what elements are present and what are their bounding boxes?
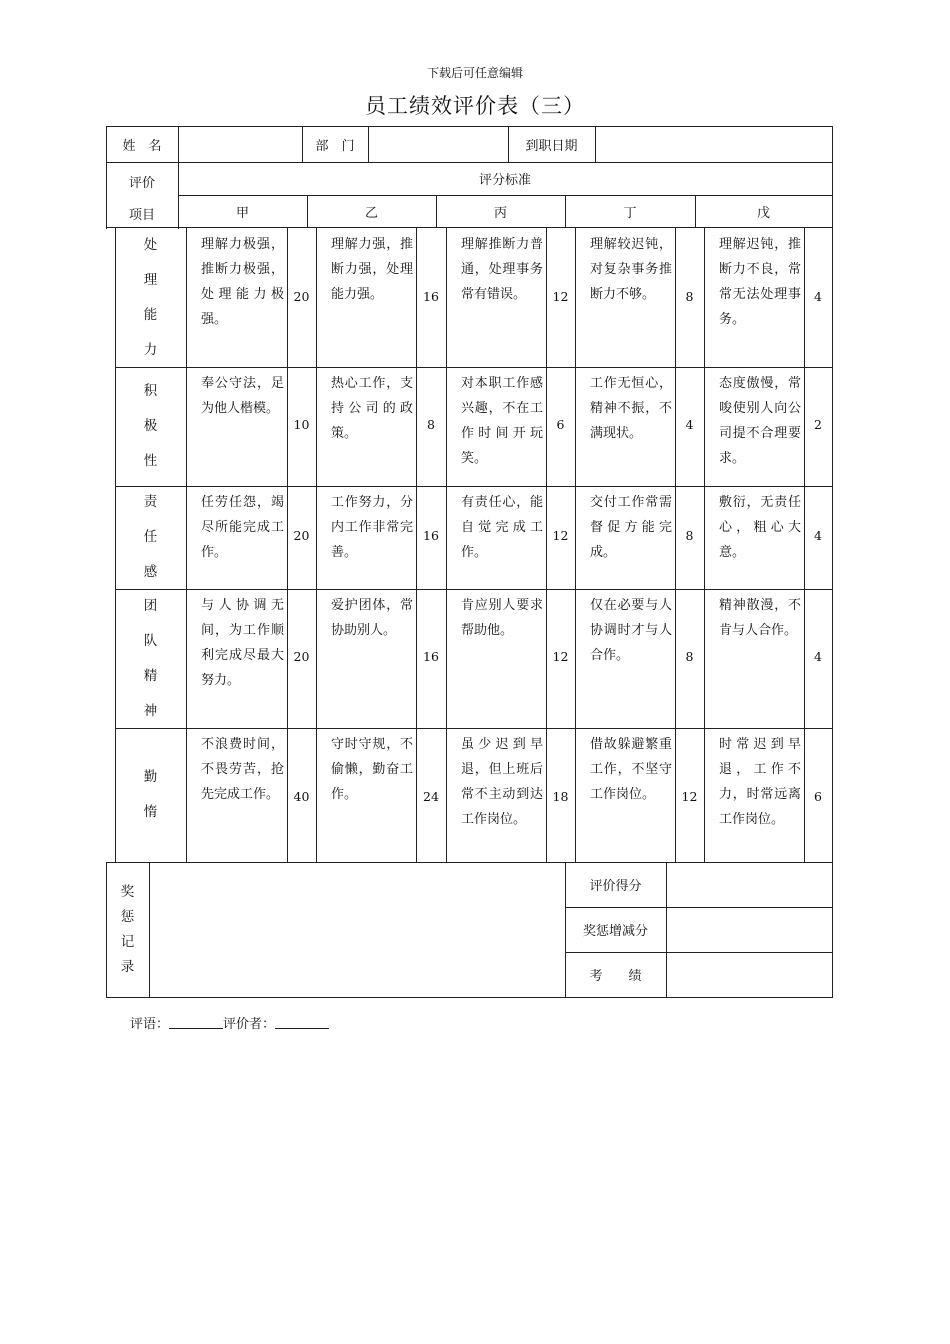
record-label-char: 记 (120, 933, 135, 950)
grid-line (186, 228, 187, 863)
rewards-record-label (106, 862, 149, 997)
criterion-score-3-5: 4 (814, 527, 822, 543)
criterion-score-2-1: 10 (293, 416, 310, 432)
grid-line (316, 228, 317, 863)
record-label-char: 录 (120, 958, 135, 975)
item-name-char: 积 (143, 383, 158, 399)
comment-label: 评语： (130, 1017, 170, 1032)
item-name-4 (115, 589, 186, 728)
criterion-desc-1-2: 理解力强，推断力强，处理能力强。 (331, 237, 413, 302)
grade-header-2: 乙 (364, 205, 378, 221)
grid-line (446, 228, 447, 863)
item-name-5 (115, 728, 186, 862)
grid-line (287, 228, 288, 863)
criterion-desc-2-2: 热心工作，支持公司的政策。 (331, 376, 413, 441)
criterion-score-1-1: 20 (293, 289, 310, 304)
grid-line (115, 486, 833, 487)
eval-score-label: 评价得分 (589, 879, 642, 894)
item-name-char: 处 (143, 236, 158, 253)
criterion-desc-1-1: 理解力极强，推断力极强，处理能力极强。 (201, 237, 284, 327)
item-name-char: 极 (143, 418, 158, 434)
criterion-score-5-2: 24 (423, 789, 439, 804)
criterion-score-4-3: 12 (552, 648, 569, 664)
eval-item-label-top: 评价 (128, 175, 155, 191)
criterion-score-4-2: 16 (423, 648, 439, 664)
criterion-score-4-4: 8 (685, 648, 694, 664)
grade-header-3: 丙 (493, 205, 507, 221)
criterion-score-5-3: 18 (552, 789, 569, 804)
grid-line (115, 589, 833, 590)
scoring-standard-label: 评分标准 (478, 173, 531, 188)
item-name-char: 理 (143, 271, 158, 288)
criterion-desc-3-2: 工作努力，分内工作非常完善。 (331, 495, 413, 560)
eval-item-label-bottom: 项目 (128, 207, 155, 223)
header-note: 下载后可任意编辑 (426, 66, 523, 80)
rewards-record-field[interactable] (149, 862, 565, 997)
grid-line (416, 228, 417, 863)
criterion-score-2-3: 6 (556, 416, 565, 432)
criterion-desc-2-1: 奉公守法，足为他人楷模。 (201, 376, 284, 416)
criterion-desc-5-4: 借故躲避繁重工作，不坚守工作岗位。 (590, 737, 672, 802)
body-right-border (832, 228, 833, 863)
item-name-char: 惰 (143, 804, 158, 820)
criterion-desc-2-5: 态度傲慢，常唆使别人向公司提不合理要求。 (719, 376, 801, 466)
criterion-score-5-1: 40 (293, 789, 310, 804)
criterion-desc-5-2: 守时守规，不偷懒，勤奋工作。 (331, 737, 413, 802)
grid-line (832, 862, 833, 998)
criterion-desc-3-1: 任劳任怨，竭尽所能完成工作。 (201, 495, 284, 560)
item-name-char: 队 (143, 632, 158, 649)
evaluator-blank[interactable] (275, 1016, 329, 1029)
name-label: 姓 名 (122, 138, 162, 154)
criterion-desc-3-3: 有责任心，能自觉完成工作。 (461, 495, 543, 560)
grade-header-5: 戊 (756, 205, 770, 221)
result-label: 考 绩 (589, 969, 642, 984)
criterion-score-2-4: 4 (685, 416, 694, 432)
criterion-desc-4-2: 爱护团体，常协助别人。 (331, 598, 413, 638)
criterion-desc-4-1: 与人协调无间，为工作顺利完成尽最大努力。 (201, 598, 284, 688)
item-name-char: 团 (143, 597, 158, 614)
criterion-desc-5-3: 虽少迟到早退，但上班后常不主动到达工作岗位。 (461, 737, 543, 827)
grade-header-4: 丁 (623, 205, 637, 221)
criterion-desc-5-1: 不浪费时间，不畏劳苦，抢先完成工作。 (201, 737, 284, 802)
grid-line (804, 228, 805, 863)
criterion-desc-3-4: 交付工作常需督促方能完成。 (590, 495, 672, 560)
grade-header-1: 甲 (235, 205, 249, 221)
criterion-score-3-4: 8 (685, 527, 694, 543)
criterion-score-3-1: 20 (293, 527, 310, 543)
criterion-desc-1-3: 理解推断力普通，处理事务常有错误。 (461, 237, 543, 302)
criterion-score-3-3: 12 (552, 527, 569, 543)
criterion-score-4-1: 20 (293, 648, 310, 664)
criterion-score-5-5: 6 (814, 789, 822, 804)
item-name-char: 任 (143, 529, 158, 545)
criterion-desc-4-3: 肯应别人要求帮助他。 (461, 598, 543, 638)
item-name-char: 力 (143, 341, 158, 358)
criterion-desc-4-4: 仅在必要与人协调时才与人合作。 (590, 598, 672, 663)
result-field[interactable] (666, 952, 832, 997)
item-name-char: 勤 (143, 769, 158, 785)
table-bottom-border (106, 997, 833, 998)
criterion-score-1-5: 4 (814, 289, 822, 304)
dept-label: 部 门 (315, 138, 355, 154)
page-title: 员工绩效评价表（三） (365, 94, 585, 118)
grid-line (675, 228, 676, 863)
grid-line (115, 728, 833, 729)
record-label-char: 惩 (120, 908, 135, 925)
criterion-score-5-4: 12 (681, 789, 698, 804)
adjust-score-field[interactable] (666, 907, 832, 952)
dept-field[interactable] (368, 126, 508, 162)
record-label-char: 奖 (120, 883, 135, 900)
join-date-label: 到职日期 (525, 138, 578, 154)
criterion-score-1-3: 12 (552, 289, 569, 304)
criterion-score-1-4: 8 (685, 289, 694, 304)
item-name-2 (115, 367, 186, 486)
criterion-desc-1-4: 理解较迟钝，对复杂事务推断力不够。 (590, 237, 672, 302)
item-name-char: 责 (143, 494, 158, 510)
criterion-score-4-5: 4 (814, 648, 822, 664)
evaluator-label: 评价者： (223, 1017, 276, 1032)
grid-line (106, 227, 833, 228)
grid-line (546, 228, 547, 863)
item-name-char: 性 (143, 453, 158, 469)
criterion-desc-5-5: 时常迟到早退，工作不力，时常远离工作岗位。 (719, 737, 801, 827)
footer (130, 1013, 329, 1032)
criterion-score-2-2: 8 (427, 416, 435, 432)
join-date-field[interactable] (595, 126, 832, 162)
item-name-3 (115, 486, 186, 589)
comment-blank[interactable] (169, 1016, 223, 1029)
grid-line (575, 228, 576, 863)
criterion-desc-1-5: 理解迟钝，推断力不良，常常无法处理事务。 (719, 237, 801, 327)
adjust-score-label: 奖惩增减分 (582, 924, 648, 939)
item-name-char: 能 (143, 306, 158, 323)
name-field[interactable] (178, 126, 302, 162)
item-name-char: 精 (143, 667, 158, 684)
grid-line (115, 367, 833, 368)
item-name-char: 感 (143, 564, 158, 580)
criterion-desc-2-3: 对本职工作感兴趣，不在工作时间开玩笑。 (461, 376, 543, 466)
item-name-char: 神 (143, 702, 158, 719)
table-right-border (832, 126, 833, 229)
criterion-desc-3-5: 敷衍，无责任心，粗心大意。 (719, 495, 801, 560)
criterion-score-1-2: 16 (423, 289, 439, 304)
criterion-score-3-2: 16 (423, 527, 439, 543)
criterion-score-2-5: 2 (814, 416, 822, 432)
eval-score-field[interactable] (666, 862, 832, 907)
criterion-desc-4-5: 精神散漫，不肯与人合作。 (719, 598, 801, 638)
criterion-desc-2-4: 工作无恒心，精神不振，不满现状。 (590, 376, 672, 441)
item-name-1 (115, 228, 186, 367)
grid-line (704, 228, 705, 863)
